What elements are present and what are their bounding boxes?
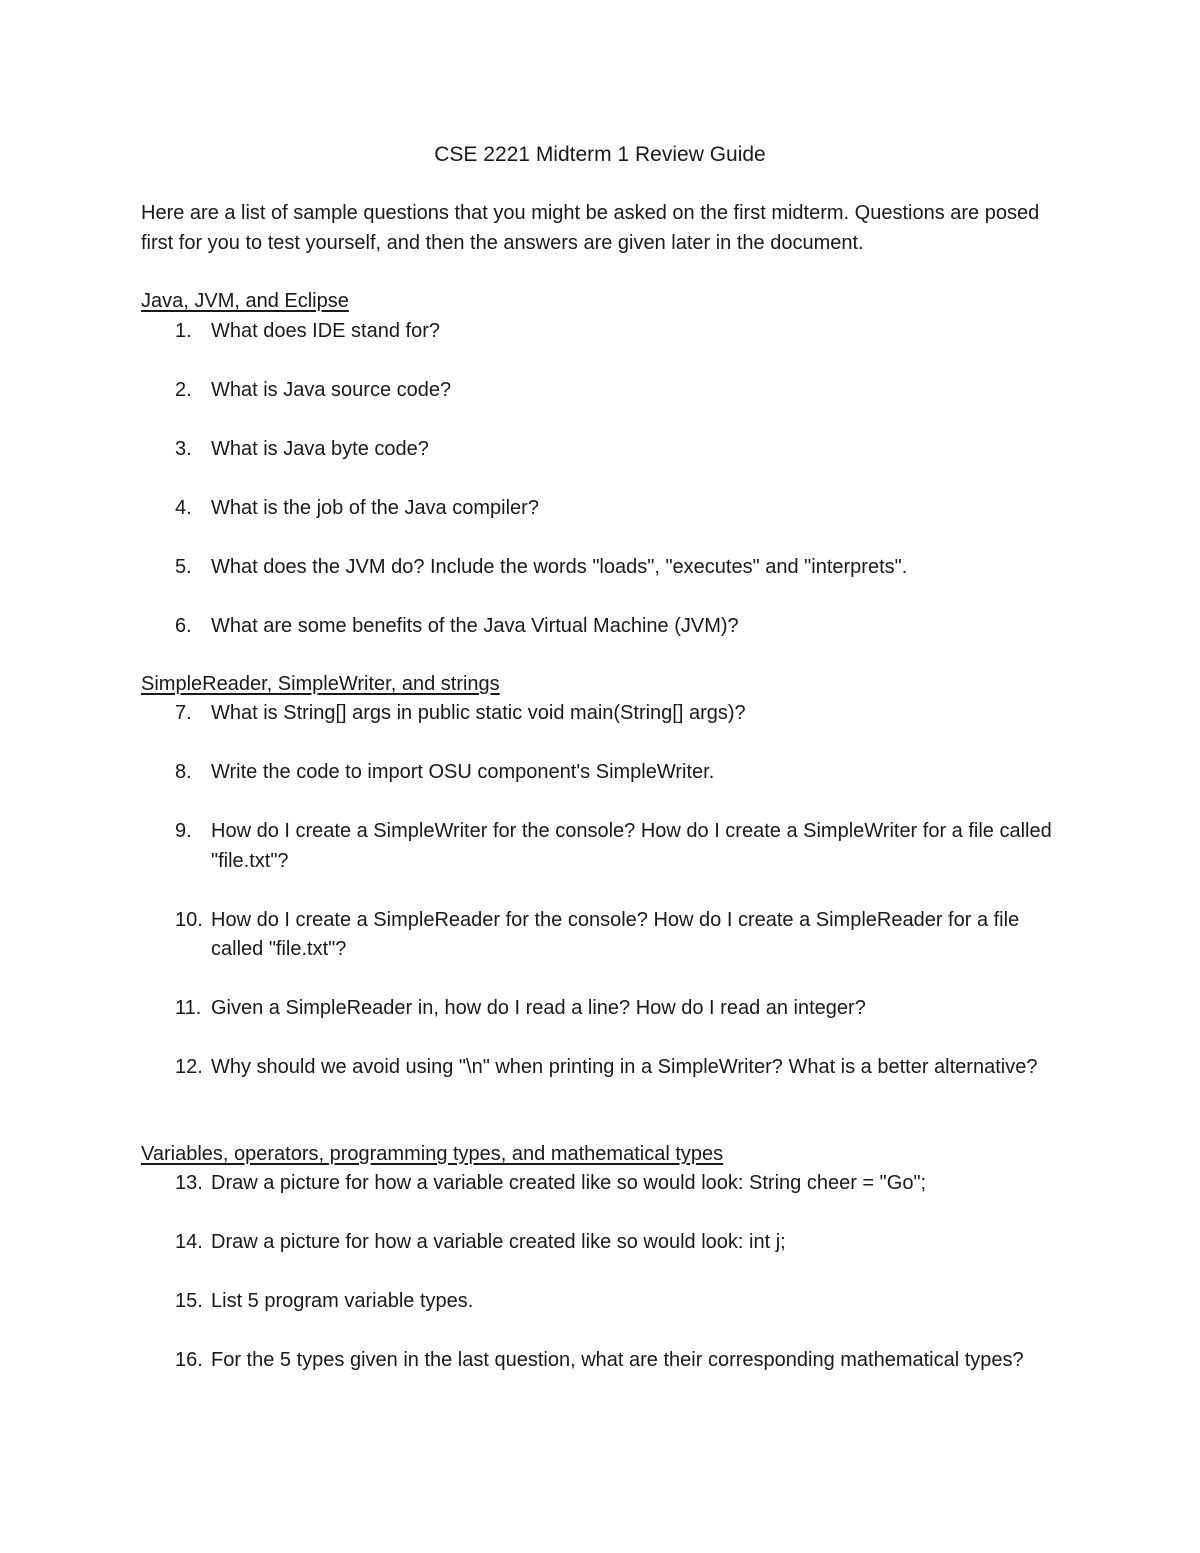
question-number: 5. (175, 556, 192, 578)
question-item (141, 435, 1071, 465)
question-text: How do I create a SimpleWriter for the console? How do I create a SimpleWriter for a file called "file.txt"? (211, 820, 1052, 872)
section-heading-simplereader-simplewriter: SimpleReader, SimpleWriter, and strings (141, 673, 500, 695)
question-item (141, 317, 1071, 347)
question-item (141, 1287, 1071, 1317)
section-heading-variables-types: Variables, operators, programming types, and mathematical types (141, 1143, 724, 1165)
question-number: 10. (175, 908, 203, 931)
question-text: Draw a picture for how a variable created like so would look: int j; (211, 1231, 786, 1253)
question-item (141, 817, 1071, 876)
question-text: What is the job of the Java compiler? (211, 497, 539, 519)
question-number: 1. (175, 320, 192, 342)
question-item (141, 906, 1071, 965)
question-item (141, 699, 1071, 729)
question-list-variables (141, 1169, 1071, 1376)
question-number: 8. (175, 761, 192, 783)
question-number: 12. (175, 1056, 203, 1078)
question-number: 9. (175, 820, 192, 842)
question-text: Write the code to import OSU component's SimpleWriter. (211, 761, 715, 783)
question-item (141, 553, 1071, 583)
question-item (141, 1053, 1071, 1083)
question-item (141, 612, 1071, 642)
question-text: Draw a picture for how a variable created like so would look: String cheer = "Go"; (211, 1172, 927, 1194)
question-text: What is String[] args in public static void main(String[] args)? (211, 702, 746, 724)
intro-paragraph: Here are a list of sample questions that you might be asked on the first midterm. Questions are posed first for you to test yourself, and then the answers are given later in the document. (141, 202, 1040, 254)
question-text: What is Java source code? (211, 379, 452, 401)
question-list-simplereader (141, 699, 1071, 1083)
question-text: Given a SimpleReader in, how do I read a line? How do I read an integer? (211, 997, 866, 1019)
question-number: 11. (175, 997, 202, 1019)
question-text: For the 5 types given in the last question, what are their corresponding mathematical types? (211, 1349, 1024, 1371)
question-number: 13. (175, 1172, 203, 1194)
question-number: 7. (175, 702, 192, 724)
question-number: 16. (175, 1349, 203, 1371)
question-item (141, 1169, 1071, 1199)
question-item (141, 494, 1071, 524)
question-text: Why should we avoid using "\n" when printing in a SimpleWriter? What is a better alternative? (211, 1056, 1038, 1078)
question-text: What is Java byte code? (211, 438, 429, 460)
question-number: 15. (175, 1290, 203, 1312)
question-text: How do I create a SimpleReader for the console? How do I create a SimpleReader for a file called "file.txt"? (211, 908, 1020, 960)
question-item (141, 1228, 1071, 1258)
section-heading-java-jvm-eclipse: Java, JVM, and Eclipse (141, 290, 349, 312)
question-list-java (141, 317, 1071, 642)
question-item (141, 1346, 1071, 1376)
question-text: What are some benefits of the Java Virtual Machine (JVM)? (211, 615, 739, 637)
question-item (141, 376, 1071, 406)
question-number: 3. (175, 438, 192, 460)
document-title: CSE 2221 Midterm 1 Review Guide (434, 143, 766, 166)
question-text: What does the JVM do? Include the words "loads", "executes" and "interprets". (211, 556, 908, 578)
question-text: List 5 program variable types. (211, 1290, 474, 1312)
question-number: 6. (175, 615, 192, 637)
question-number: 2. (175, 379, 192, 401)
question-item (141, 758, 1071, 788)
question-item (141, 994, 1071, 1024)
question-text: What does IDE stand for? (211, 320, 441, 342)
question-number: 14. (175, 1231, 203, 1253)
question-number: 4. (175, 497, 192, 519)
